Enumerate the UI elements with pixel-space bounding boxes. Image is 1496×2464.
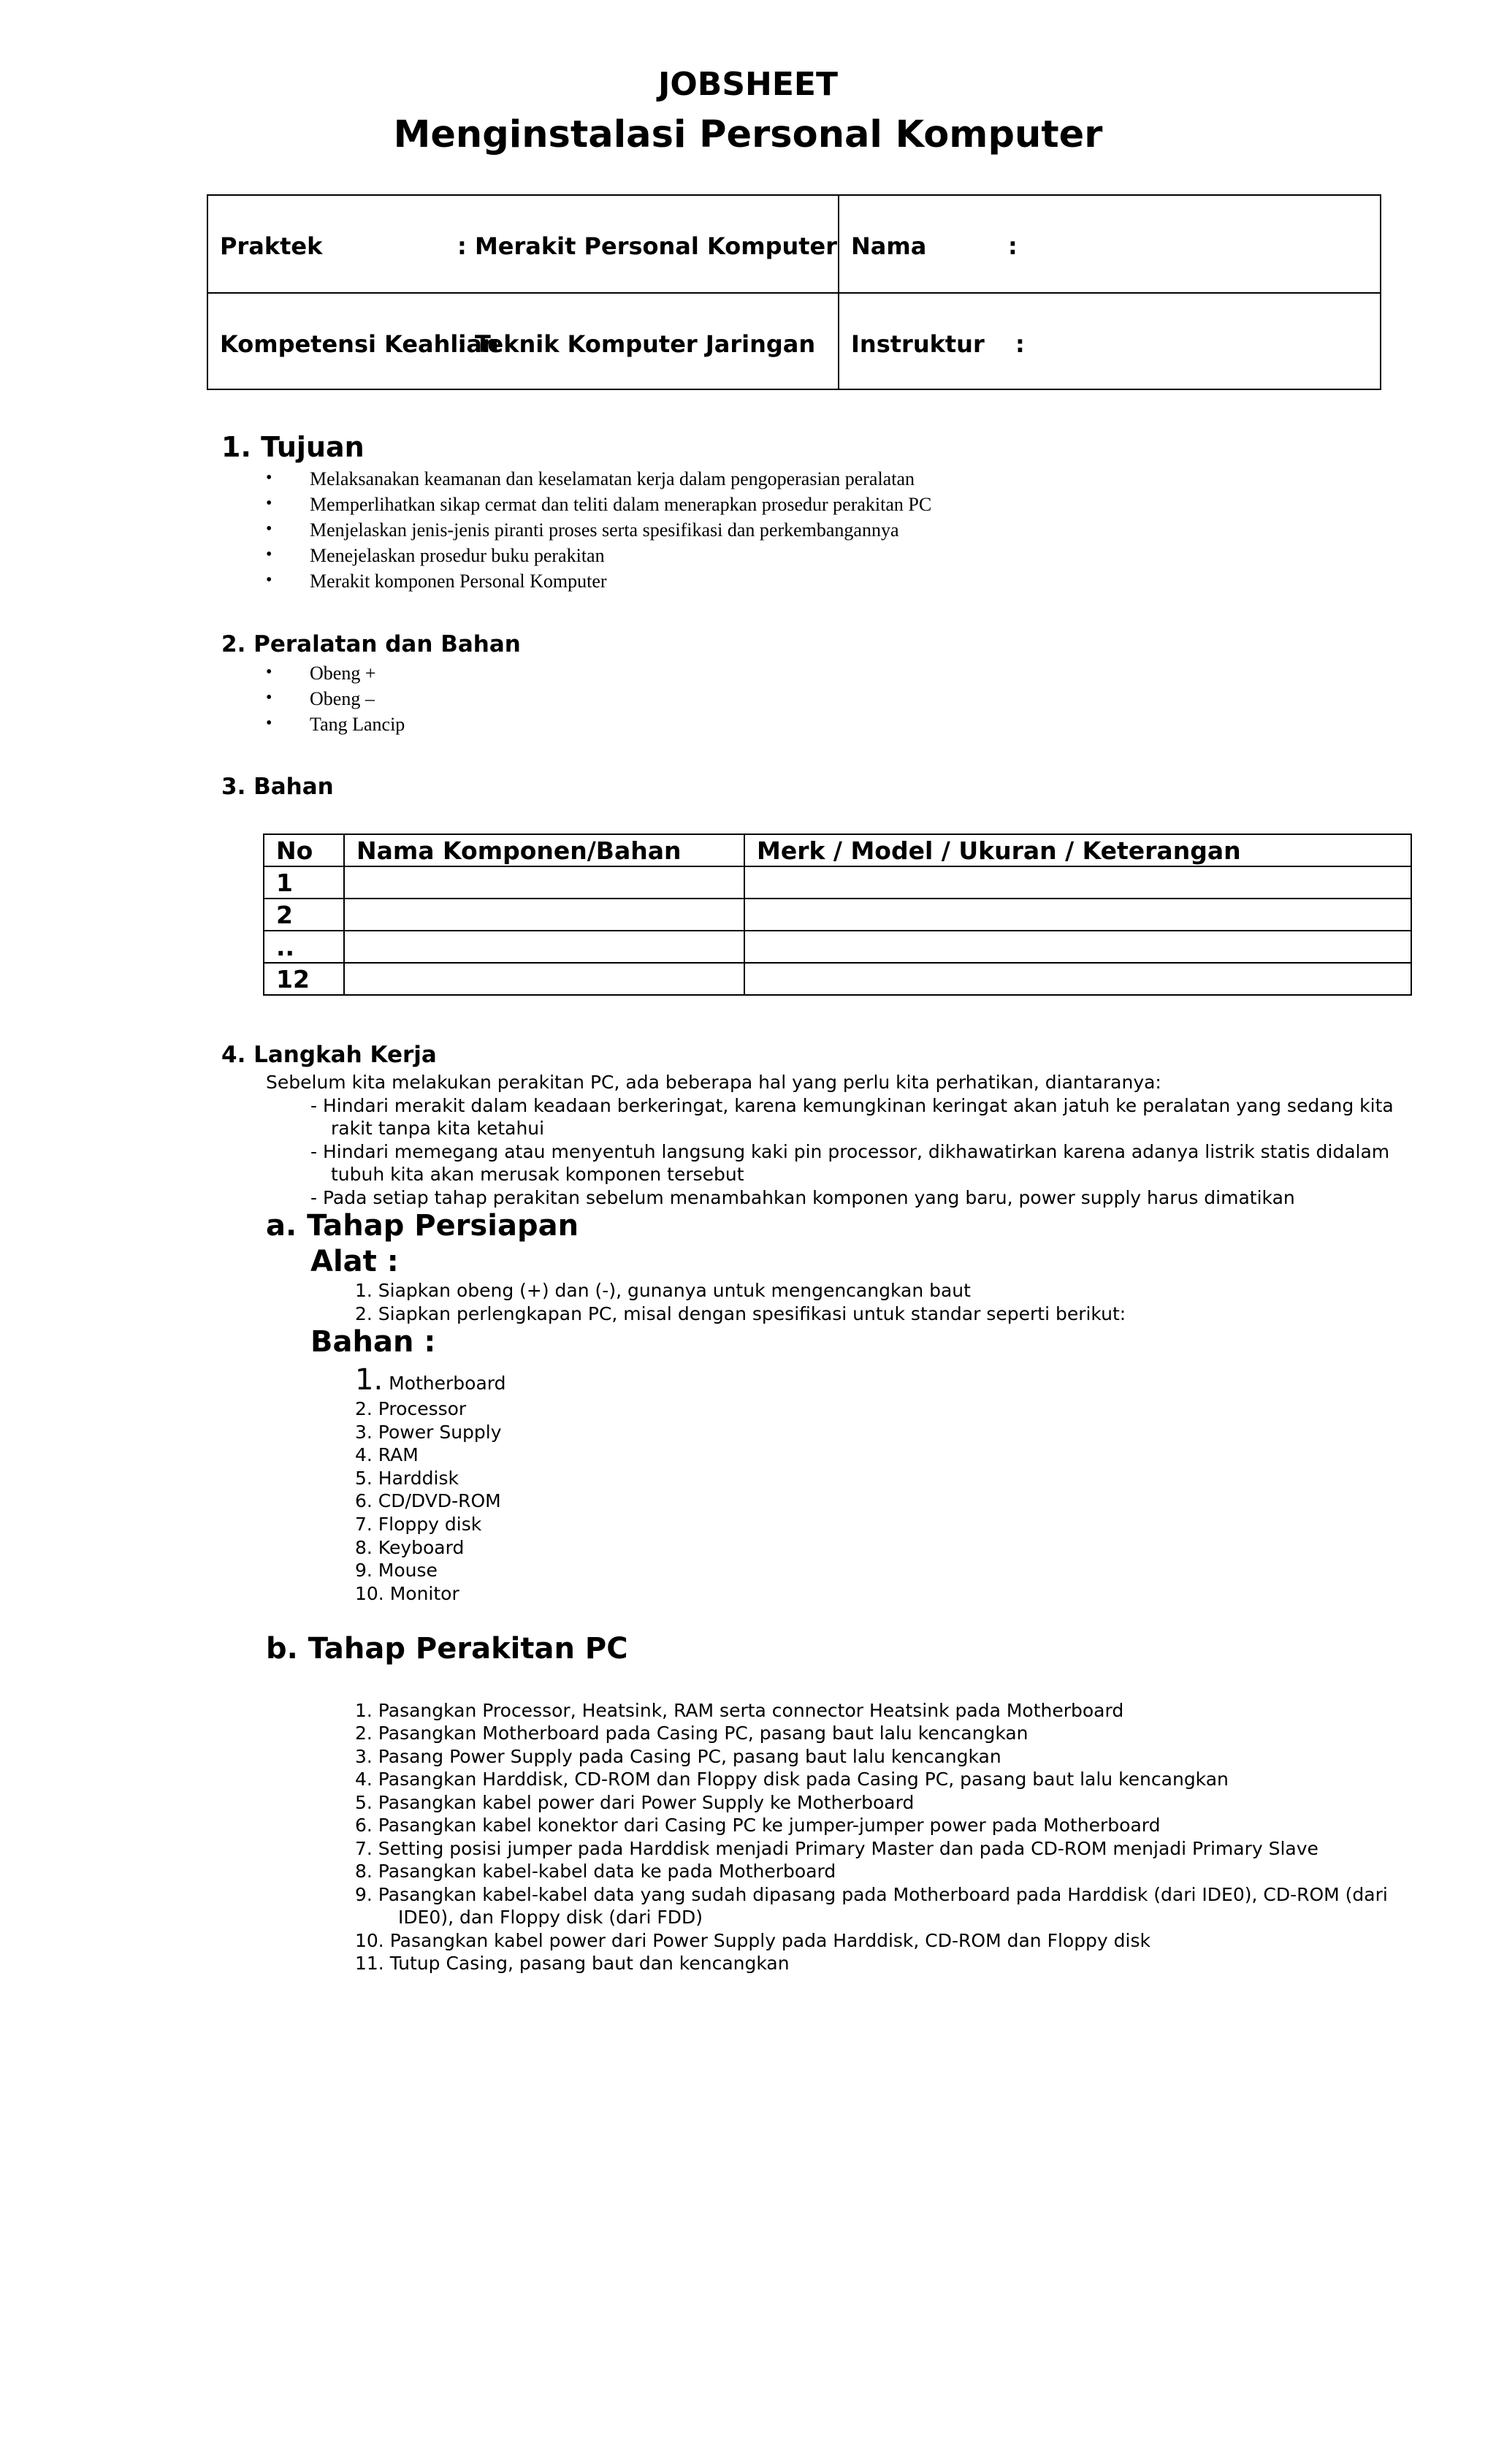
alat-item: 1. Siapkan obeng (+) dan (-), gunanya untuk mengencangkan baut [355,1280,971,1301]
nama-label: Nama [851,232,927,260]
table-cell: 2 [264,899,344,931]
step-line: 3. Pasang Power Supply pada Casing PC, pasang baut lalu kencangkan [355,1746,1001,1767]
note-line: tubuh kita akan merusak komponen tersebut [331,1164,744,1185]
table-row [264,963,1411,995]
bahan-item: 3. Power Supply [355,1422,502,1443]
praktek-value: : Merakit Personal Komputer [457,232,838,260]
bahan-item: 6. CD/DVD-ROM [355,1490,501,1511]
table-cell [744,963,1411,995]
table-cell [744,899,1411,931]
table-cell [744,931,1411,963]
table-cell [344,963,744,995]
bahan-item: 5. Harddisk [355,1468,459,1489]
bahan-heading: 3. Bahan [221,774,334,800]
header-box [207,194,1381,390]
step-line: 2. Pasangkan Motherboard pada Casing PC, pasang baut lalu kencangkan [355,1723,1028,1744]
bahan-item: 9. Mouse [355,1560,438,1581]
bahan-item: 8. Keyboard [355,1537,465,1558]
bahan-sub-heading: Bahan : [310,1325,436,1359]
table-cell [744,866,1411,899]
table-cell: .. [264,931,344,963]
table-header-cell: Nama Komponen/Bahan [344,834,744,866]
note-line: - Hindari memegang atau menyentuh langsung kaki pin processor, dikhawatirkan karena adanya listrik statis didalam [310,1141,1390,1162]
nama-colon: : [1008,232,1018,260]
step-line: IDE0), dan Floppy disk (dari FDD) [398,1907,703,1928]
doc-subtitle: Menginstalasi Personal Komputer [393,113,1103,156]
header-divider-horizontal [208,292,1380,294]
kompetensi-value: : Teknik Komputer Jaringan [457,330,816,358]
note-line: rakit tanpa kita ketahui [331,1118,545,1139]
tujuan-heading [221,431,365,463]
instruktur-label: Instruktur [851,330,985,358]
table-header-cell: Merk / Model / Ukuran / Keterangan [744,834,1411,866]
table-cell [344,931,744,963]
bahan-item: 1. Motherboard [355,1363,506,1397]
kompetensi-label: Kompetensi Keahlian [220,330,499,358]
step-line: 1. Pasangkan Processor, Heatsink, RAM serta connector Heatsink pada Motherboard [355,1700,1124,1721]
peralatan-heading: 2. Peralatan dan Bahan [221,631,521,657]
step-line: 4. Pasangkan Harddisk, CD-ROM dan Floppy disk pada Casing PC, pasang baut lalu kencangkan [355,1769,1229,1790]
bahan-item: 7. Floppy disk [355,1514,482,1535]
bahan-table [263,834,1412,996]
tujuan-title: Tujuan [261,431,365,463]
praktek-label: Praktek [220,232,323,260]
step-line: 9. Pasangkan kabel-kabel data yang sudah dipasang pada Motherboard pada Harddisk (dari IDE0), CD-ROM (dari [355,1884,1388,1905]
step-line: 7. Setting posisi jumper pada Harddisk menjadi Primary Master dan pada CD-ROM menjadi Primary Slave [355,1838,1318,1859]
note-line: - Pada setiap tahap perakitan sebelum menambahkan komponen yang baru, power supply harus dimatikan [310,1187,1295,1208]
langkah-heading: 4. Langkah Kerja [221,1042,437,1068]
instruktur-colon: : [1015,330,1025,358]
doc-title: JOBSHEET [658,66,838,103]
table-cell [344,899,744,931]
table-cell: 12 [264,963,344,995]
table-cell: 1 [264,866,344,899]
table-header-row [264,834,1411,866]
perakitan-heading: b. Tahap Perakitan PC [266,1632,628,1666]
tujuan-number: 1. [221,431,251,463]
table-row [264,899,1411,931]
table-row [264,931,1411,963]
step-line: 6. Pasangkan kabel konektor dari Casing PC ke jumper-jumper power pada Motherboard [355,1815,1161,1836]
step-line: 11. Tutup Casing, pasang baut dan kencangkan [355,1953,790,1974]
note-line: - Hindari merakit dalam keadaan berkeringat, karena kemungkinan keringat akan jatuh ke peralatan yang sedang kita [310,1095,1394,1116]
step-line: 5. Pasangkan kabel power dari Power Supply ke Motherboard [355,1792,915,1813]
step-line: 10. Pasangkan kabel power dari Power Supply pada Harddisk, CD-ROM dan Floppy disk [355,1930,1150,1951]
table-cell [344,866,744,899]
table-row [264,866,1411,899]
step-line: 8. Pasangkan kabel-kabel data ke pada Motherboard [355,1861,836,1882]
persiapan-heading: a. Tahap Persiapan [266,1209,579,1243]
alat-heading: Alat : [310,1245,399,1278]
bahan-item: 4. RAM [355,1444,419,1465]
bahan-item: 2. Processor [355,1398,467,1419]
bahan-item: 10. Monitor [355,1583,459,1604]
alat-item: 2. Siapkan perlengkapan PC, misal dengan spesifikasi untuk standar seperti berikut: [355,1303,1126,1324]
table-header-cell: No [264,834,344,866]
langkah-intro: Sebelum kita melakukan perakitan PC, ada beberapa hal yang perlu kita perhatikan, diantaranya: [266,1072,1161,1093]
